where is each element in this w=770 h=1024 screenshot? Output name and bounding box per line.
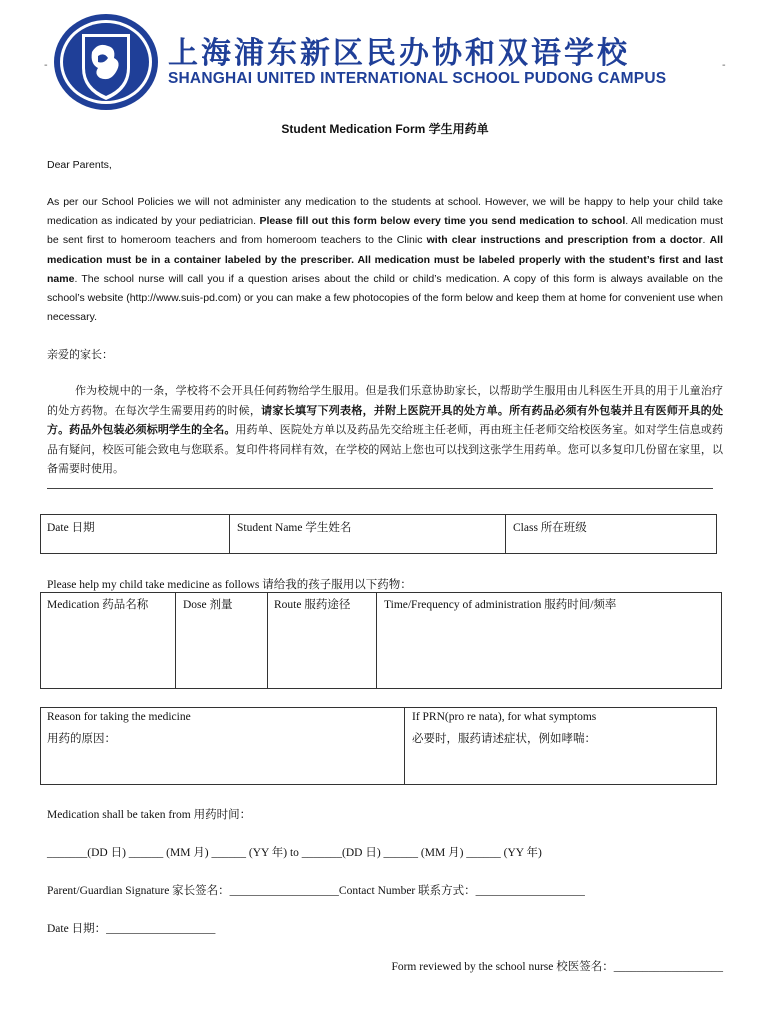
body-cn-b1: 请家长填写下列表格，并附上医院开具的处方单。所有药品必须有外包装并且有医师开具的处方。药品外包装必须标明学生的全名。: [47, 403, 724, 436]
divider-rule: [47, 488, 713, 489]
prn-label-en: If PRN(pro re nata), for what symptoms: [412, 711, 597, 723]
school-name-en: SHANGHAI UNITED INTERNATIONAL SCHOOL PUDONG CAMPUS: [168, 70, 667, 87]
body-en-s1: As per our School Policies we will not administer any medication to the students at school. However, we will be happy to help your child take medication as indicated by your pediatrician.: [47, 196, 723, 228]
body-cn: [47, 381, 723, 479]
reason-table: [40, 707, 717, 785]
body-en-s2: . All medication must be sent first to homeroom teachers and from homeroom teachers to the Clinic: [47, 215, 723, 247]
medication-name-label: Medication 药品名称: [47, 599, 149, 611]
info-divider-1: [229, 515, 230, 553]
school-name-cn: 上海浦东新区民办协和双语学校: [168, 36, 630, 71]
class-field-label: Class 所在班级: [513, 522, 587, 534]
body-en: [47, 193, 723, 327]
reason-divider: [404, 708, 405, 784]
nurse-review-line: Form reviewed by the school nurse 校医签名：___________________: [391, 961, 723, 973]
date-range-line: _______(DD 日) ______ (MM 月) ______ (YY 年) to _______(DD 日) ______ (MM 月) ______ (YY 年): [47, 847, 542, 859]
body-en-b3: All medication must be in a container labeled by the prescriber. All medication must be labeled properly with the student’s first and last name: [47, 234, 723, 285]
body-en-b2: with clear instructions and prescription from a doctor: [426, 234, 703, 247]
date-line: Date 日期：___________________: [47, 923, 216, 935]
body-en-s4: . The school nurse will call you if a question arises about the child or child’s medication. A copy of this form is always available on the school’s website (http://www.suis-pd.com) or you can make a few photocopies of the form below and keep them at home for convenient use when necessary.: [47, 272, 723, 324]
student-name-field-label: Student Name 学生姓名: [237, 522, 352, 534]
greeting-en: Dear Parents,: [47, 159, 112, 171]
body-cn-s1: 作为校规中的一条，学校将不会开具任何药物给学生服用。但是我们乐意协助家长，以帮助学生服用由儿科医生开具的用于儿童治疗的处方药物。在每次学生需要用药的时候，: [47, 384, 723, 417]
reason-label-en: Reason for taking the medicine: [47, 711, 191, 723]
body-en-b1: Please fill out this form below every time you send medication to school: [259, 215, 626, 228]
dose-label: Dose 剂量: [183, 599, 233, 611]
info-divider-2: [505, 515, 506, 553]
med-divider-1: [175, 593, 176, 688]
time-frequency-label: Time/Frequency of administration 服药时间/频率: [384, 599, 617, 611]
body-cn-s2: 用药单、医院处方单以及药品先交给班主任老师，再由班主任老师交给校医务室。如对学生信息或药品有疑问，校医可能会致电与您联系。复印件将同样有效，在学校的网站上您也可以找到这张学生用药单。您可以多复印几份留在家里，以备需要时使用。: [47, 423, 724, 475]
body-en-s3: .: [702, 234, 710, 247]
route-label: Route 服药途径: [274, 599, 351, 611]
med-divider-3: [376, 593, 377, 688]
form-title: Student Medication Form 学生用药单: [281, 122, 489, 136]
prn-label-cn: 必要时，服药请述症状，例如哮喘：: [412, 733, 596, 745]
reason-label-cn: 用药的原因：: [47, 733, 116, 745]
dot-mark-left: -: [44, 60, 48, 71]
medication-table: [40, 592, 722, 689]
date-field-label: Date 日期: [47, 522, 95, 534]
medication-intro: Please help my child take medicine as follows 请给我的孩子服用以下药物：: [47, 579, 412, 591]
med-divider-2: [267, 593, 268, 688]
parent-signature-line: Parent/Guardian Signature 家长签名：___________________Contact Number 联系方式：___________________: [47, 885, 585, 897]
greeting-cn: 亲爱的家长：: [47, 348, 113, 361]
taken-from-label: Medication shall be taken from 用药时间：: [47, 809, 252, 821]
school-logo: [52, 12, 160, 112]
dot-mark-right: -: [722, 60, 726, 71]
student-info-table: [40, 514, 717, 554]
